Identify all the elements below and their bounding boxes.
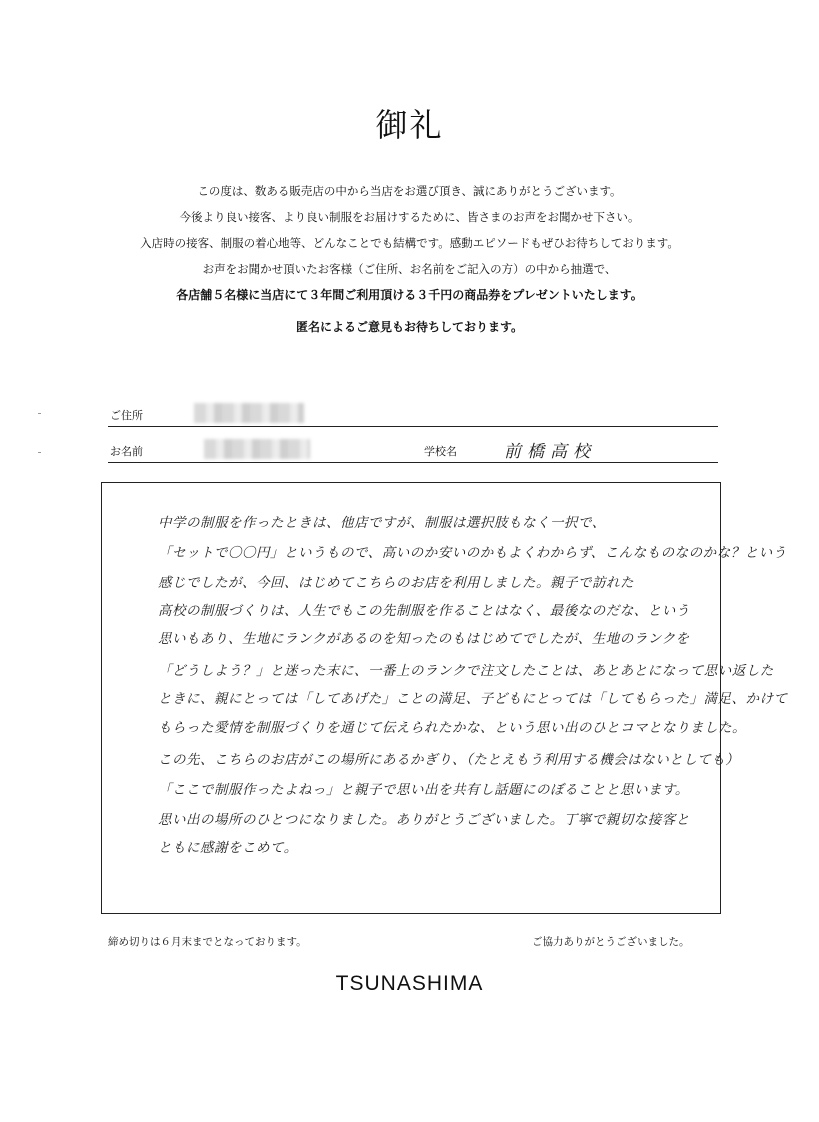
school-label: 学校名 xyxy=(424,445,457,458)
name-label: お名前 xyxy=(110,445,143,458)
comment-line: ともに感謝をこめて。 xyxy=(158,840,298,856)
scan-speck xyxy=(38,413,41,414)
intro-line: この度は、数ある販売店の中から当店をお選び頂き、誠にありがとうございます。 xyxy=(197,184,622,198)
deadline-note: 締め切りは６月末までとなっております。 xyxy=(108,936,307,948)
intro-line: 入店時の接客、制服の着心地等、どんなことでも結構です。感動エピソードもぜひお待ちしております。 xyxy=(140,236,679,250)
comment-line: この先、こちらのお店がこの場所にあるかぎり、（たとえもう利用する機会はないとしても） xyxy=(158,752,740,768)
comment-line: 思いもあり、生地にランクがあるのを知ったのもはじめてでしたが、生地のランクを xyxy=(158,631,690,647)
comment-line: 思い出の場所のひとつになりました。ありがとうございました。丁寧で親切な接客と xyxy=(158,812,690,828)
address-redacted xyxy=(194,403,304,423)
comment-line: もらった愛情を制服づくりを通じて伝えられたかな、という思い出のひとコマとなりました。 xyxy=(158,720,746,736)
scan-speck xyxy=(38,452,41,453)
comment-line: 中学の制服を作ったときは、他店ですが、制服は選択肢もなく一択で、 xyxy=(158,515,606,531)
name-field[interactable] xyxy=(108,438,718,463)
address-field[interactable] xyxy=(108,402,718,427)
name-redacted xyxy=(204,439,310,459)
comment-line: ときに、親にとっては「してあげた」ことの満足、子どもにとっては「してもらった」満足、かけて xyxy=(158,691,788,707)
intro-text xyxy=(0,178,819,308)
comment-box[interactable] xyxy=(101,482,788,914)
comment-line: 感じでしたが、今回、はじめてこちらのお店を利用しました。親子で訪れた xyxy=(158,575,634,591)
anonymous-note: 匿名によるご意見もお待ちしております。 xyxy=(295,320,524,334)
comment-line: 「ここで制服作ったよねっ」と親子で思い出を共有し話題にのぼることと思います。 xyxy=(158,782,689,798)
intro-line: 今後より良い接客、より良い制服をお届けするために、皆さまのお声をお聞かせ下さい。 xyxy=(179,210,640,224)
comment-line: 高校の制服づくりは、人生でもこの先制服を作ることはなく、最後なのだな、という xyxy=(158,603,690,619)
address-label: ご住所 xyxy=(110,409,143,422)
prize-announcement: 各店舗５名様に当店にて３年間ご利用頂ける３千円の商品券をプレゼントいたします。 xyxy=(176,288,643,302)
thanks-note: ご協力ありがとうございました。 xyxy=(532,936,690,948)
comment-line: 「セットで〇〇円」というもので、高いのか安いのかもよくわからず、こんなものなのかな？という xyxy=(158,545,787,561)
school-value[interactable]: 前橋高校 xyxy=(504,442,596,462)
comment-line: 「どうしよう？」と迷った末に、一番上のランクで注文したことは、あとあとになって思い返した xyxy=(158,663,774,679)
brand-logo: TSUNASHIMA xyxy=(335,972,484,995)
intro-line: お声をお聞かせ頂いたお客様（ご住所、お名前をご記入の方）の中から抽選で、 xyxy=(202,262,617,276)
page-title: 御礼 xyxy=(375,106,444,144)
